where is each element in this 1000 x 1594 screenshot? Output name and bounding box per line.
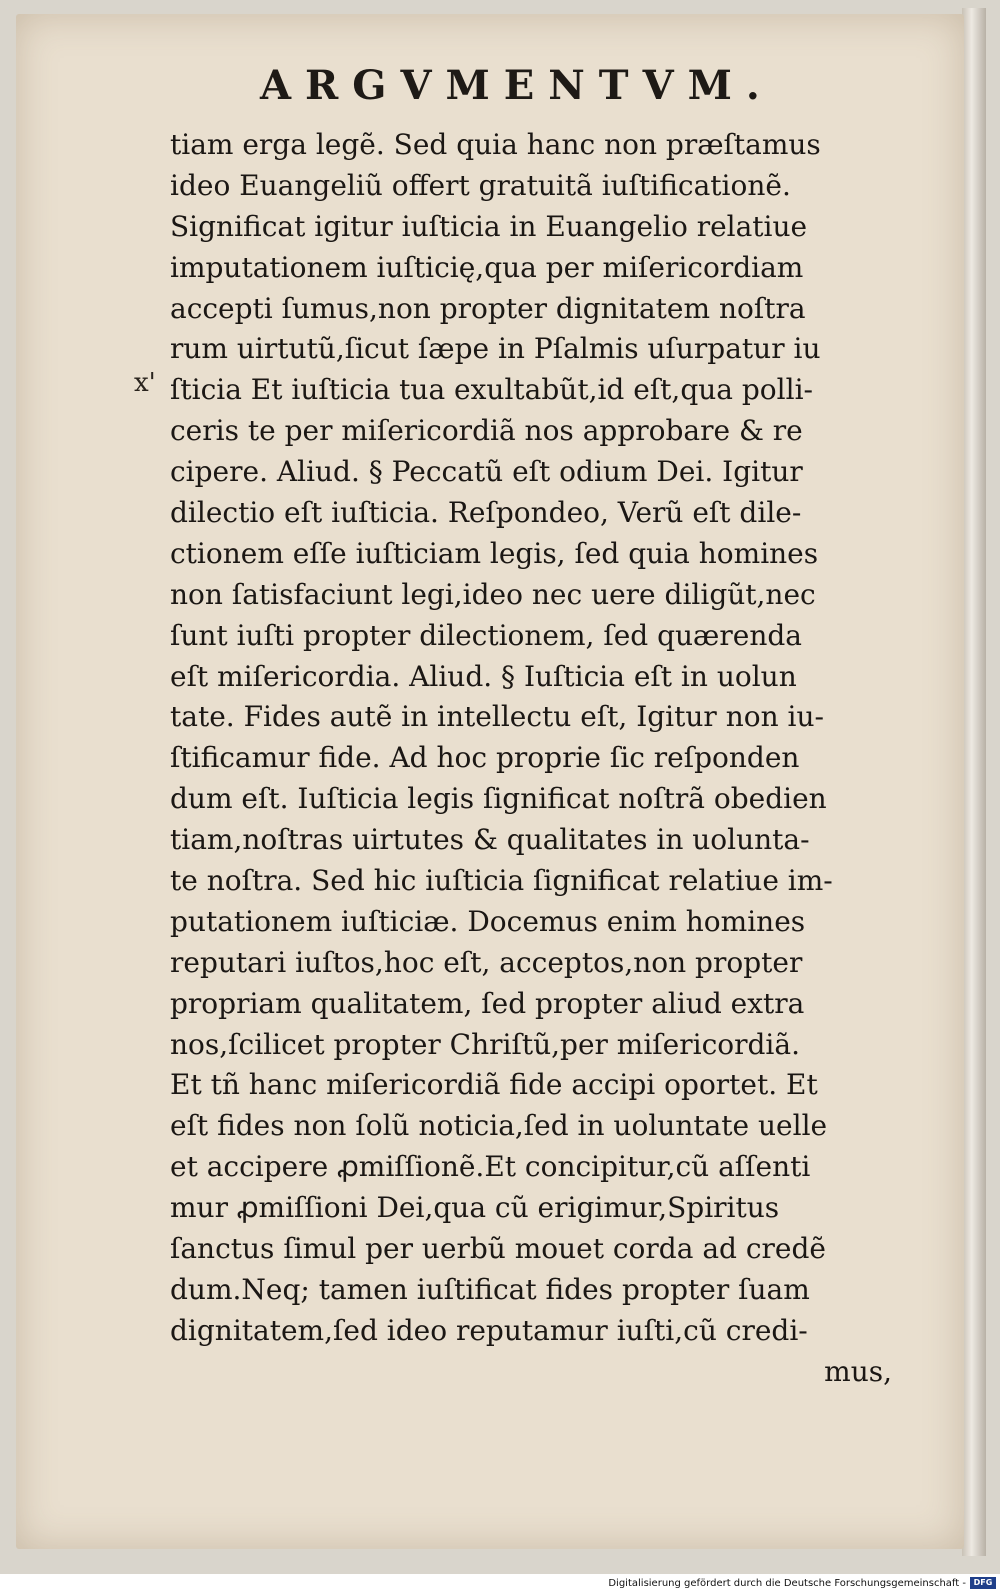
footer-credit: Digitalisierung gefördert durch die Deutsche Forschungsgemeinschaft - — [608, 1578, 966, 1589]
text-line: eſt fides non ſolũ noticia,ſed in uoluntate uelle — [170, 1109, 828, 1143]
text-line: ſtificamur fide. Ad hoc proprie ſic reſponden — [170, 741, 800, 775]
text-line: ſticia Et iuſticia tua exultabũt,id eſt,qua polli- — [170, 373, 813, 407]
text-line: ceris te per miſericordiã nos approbare & re — [170, 414, 803, 448]
text-line: putationem iuſticiæ. Docemus enim homines — [170, 904, 806, 938]
text-line: propriam qualitatem, ſed propter aliud extra — [170, 986, 805, 1020]
page-edge — [962, 8, 986, 1556]
text-line: nos,ſcilicet propter Chriſtũ,per miſericordiã. — [170, 1027, 800, 1061]
body-text — [170, 125, 900, 1393]
text-line: ſunt iuſti propter dilectionem, ſed quærenda — [170, 618, 802, 652]
text-line: ideo Euangeliũ offert gratuitã iuſtificationẽ. — [170, 168, 791, 202]
catchword: mus, — [824, 1354, 892, 1388]
text-line: mur ꝓmiſſioni Dei,qua cũ erigimur,Spiritus — [170, 1191, 780, 1225]
text-line: eſt miſericordia. Aliud. § Iuſticia eſt in uolun — [170, 659, 797, 693]
margin-mark: x' — [134, 368, 156, 398]
text-line: accepti ſumus,non propter dignitatem noſtra — [170, 291, 806, 325]
text-line: et accipere ꝓmiſſionẽ.Et concipitur,cũ aſſenti — [170, 1150, 811, 1184]
text-line: tiam erga legẽ. Sed quia hanc non præſtamus — [170, 128, 821, 161]
text-line: dum.Neq; tamen iuſtificat fides propter ſuam — [170, 1272, 810, 1306]
text-line: cipere. Aliud. § Peccatũ eſt odium Dei. Igitur — [170, 455, 803, 489]
text-line: Et tñ hanc miſericordiã fide accipi oportet. Et — [170, 1068, 818, 1102]
text-line: te noſtra. Sed hic iuſticia ſignificat relatiue im- — [170, 864, 833, 898]
text-line: dignitatem,ſed ideo reputamur iuſti,cũ credi- — [170, 1313, 808, 1347]
text-line: dilectio eſt iuſticia. Reſpondeo, Verũ eſt dile- — [170, 496, 802, 530]
text-line: imputationem iuſticię,qua per miſericordiam — [170, 250, 804, 284]
running-heading: ARGVMENTVM. — [260, 62, 774, 109]
text-line: rum uirtutũ,ſicut ſæpe in Pſalmis uſurpatur iu — [170, 332, 821, 366]
text-line: reputari iuſtos,hoc eſt, acceptos,non propter — [170, 945, 803, 979]
dfg-logo: DFG — [970, 1577, 996, 1589]
text-line: ſanctus ſimul per uerbũ mouet corda ad credẽ — [170, 1232, 826, 1266]
text-line: dum eſt. Iuſticia legis ſignificat noſtrã obedien — [170, 782, 827, 816]
text-line: tate. Fides autẽ in intellectu eſt, Igitur non iu- — [170, 700, 824, 734]
text-line: tiam,noſtras uirtutes & qualitates in uolunta- — [170, 823, 810, 857]
text-line: Significat igitur iuſticia in Euangelio relatiue — [170, 209, 808, 243]
text-line: ctionem eſſe iuſticiam legis, ſed quia homines — [170, 536, 819, 570]
text-line: non ſatisfaciunt legi,ideo nec uere diligũt,nec — [170, 577, 816, 611]
